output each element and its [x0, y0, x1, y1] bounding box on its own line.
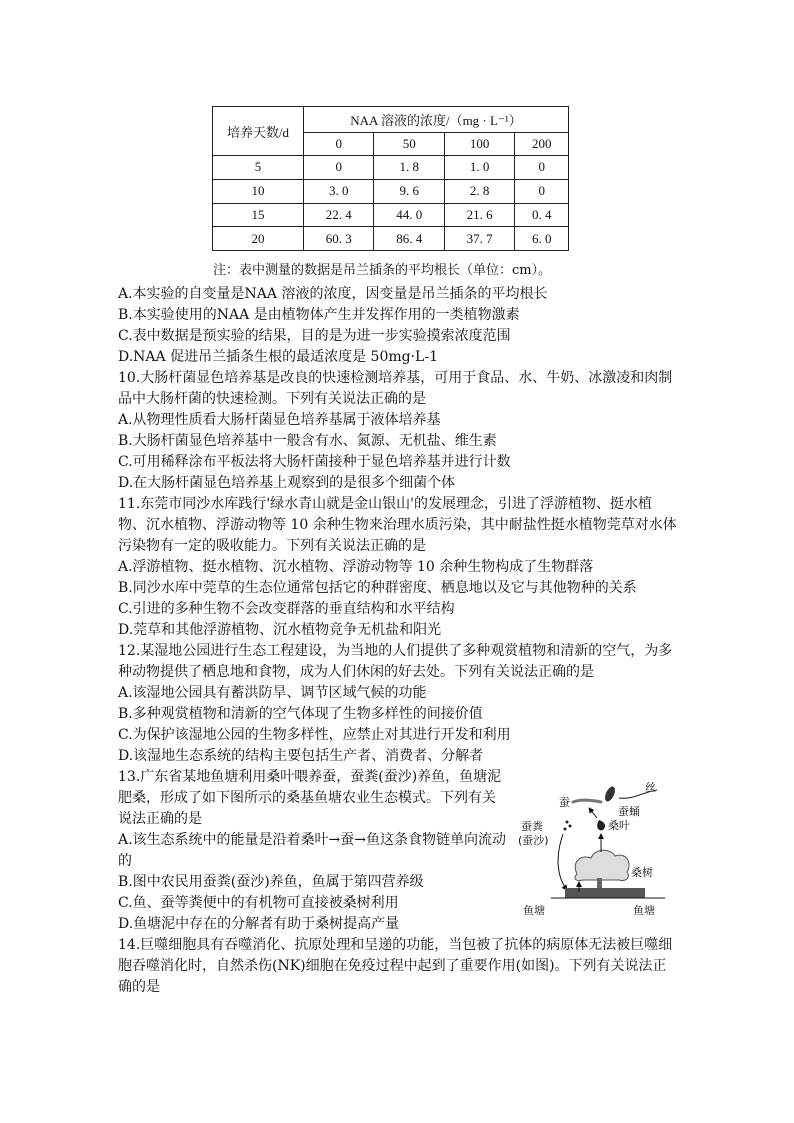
- q11-stem: 11.东莞市同沙水库践行'绿水青山就是金山银山'的发展理念，引进了浮游植物、挺水植物、沉水植物、浮游动物等 10 余种生物来治理水质污染，其中耐盐性挺水植物莞草对水体污染物有一定的吸收能力。下列有关说法正确的是: [118, 496, 677, 554]
- conc-value: 0: [304, 133, 374, 156]
- q10-option-c: C.可用稀释涂布平板法将大肠杆菌接种于显色培养基并进行计数: [118, 454, 511, 470]
- q10-option-b: B.大肠杆菌显色培养基中一般含有水、氮源、无机盐、维生素: [118, 433, 497, 449]
- label-feces-sub: (蚕沙): [518, 834, 549, 847]
- q12-option-b: B.多种观赏植物和清新的空气体现了生物多样性的间接价值: [118, 706, 483, 722]
- table-row: [213, 203, 569, 227]
- label-pond-left: 鱼塘: [523, 904, 545, 917]
- value-cell: 0: [515, 156, 569, 180]
- q14-stem: 14.巨噬细胞具有吞噬消化、抗原处理和呈递的功能，当包被了抗体的病原体无法被巨噬细胞吞噬消化时，自然杀伤(NK)细胞在免疫过程中起到了重要作用(如图)。下列有关说法正确的是: [118, 937, 673, 995]
- header-days: 培养天数/d: [213, 107, 304, 156]
- q11-option-a: A.浮游植物、挺水植物、沉水植物、浮游动物等 10 余种生物构成了生物群落: [118, 559, 594, 575]
- label-feces: 蚕粪: [521, 820, 543, 833]
- value-cell: 2. 8: [444, 179, 514, 203]
- ecosystem-diagram-svg: [515, 782, 677, 920]
- value-cell: 3. 0: [304, 179, 374, 203]
- label-mulberry-leaf: 桑叶: [608, 819, 630, 832]
- day-cell: 20: [213, 227, 304, 251]
- label-mulberry-tree: 桑树: [631, 866, 653, 879]
- value-cell: 0: [515, 179, 569, 203]
- q12-option-d: D.该湿地生态系统的结构主要包括生产者、消费者、分解者: [118, 748, 484, 764]
- q9-option-b: B.本实验使用的NAA 是由植物体产生并发挥作用的一类植物激素: [118, 307, 520, 323]
- cocoon-icon: [603, 785, 617, 803]
- value-cell: 0: [304, 156, 374, 180]
- dike: [565, 888, 645, 898]
- label-pond-right: 鱼塘: [633, 904, 655, 917]
- q9-option-a: A.本实验的自变量是NAA 溶液的浓度，因变量是吊兰插条的平均根长: [118, 286, 548, 302]
- q12-option-a: A.该湿地公园具有蓄洪防旱、调节区域气候的功能: [118, 685, 427, 701]
- q11-option-b: B.同沙水库中莞草的生态位通常包括它的种群密度、栖息地以及它与其他物种的关系: [118, 580, 637, 596]
- value-cell: 0. 4: [515, 203, 569, 227]
- table-row: [213, 227, 569, 251]
- value-cell: 86. 4: [374, 227, 444, 251]
- q10-option-d: D.在大肠杆菌显色培养基上观察到的是很多个细菌个体: [118, 475, 456, 491]
- mulberry-tree-icon: [575, 850, 629, 880]
- silkworm-icon: [573, 800, 601, 802]
- value-cell: 37. 7: [444, 227, 514, 251]
- value-cell: 1. 0: [444, 156, 514, 180]
- q10-option-a: A.从物理性质看大肠杆菌显色培养基属于液体培养基: [118, 412, 441, 428]
- label-pupa: 蚕蛹: [618, 805, 640, 818]
- day-cell: 15: [213, 203, 304, 227]
- mulberry-leaf-icon: [597, 820, 605, 830]
- day-cell: 5: [213, 156, 304, 180]
- q13-stem: 13.广东省某地鱼塘利用桑叶喂养蚕，蚕粪(蚕沙)养鱼，鱼塘泥肥桑，形成了如下图所示的桑基鱼塘农业生态模式。下列有关说法正确的是: [118, 769, 502, 827]
- q9-option-c: C.表中数据是预实验的结果，目的是为进一步实验摸索浓度范围: [118, 328, 511, 344]
- label-silk: 丝: [645, 782, 656, 794]
- label-silkworm: 蚕: [559, 796, 570, 809]
- table-row: [213, 156, 569, 180]
- conc-value: 200: [515, 133, 569, 156]
- mulberry-fishpond-diagram: [515, 782, 677, 920]
- header-concentration: NAA 溶液的浓度/（mg · L⁻¹）: [304, 107, 569, 133]
- q10-stem: 10.大肠杆菌显色培养基是改良的快速检测培养基，可用于食品、水、牛奶、冰激凌和肉制品中大肠杆菌的快速检测。下列有关说法正确的是: [118, 370, 673, 407]
- table-row: [213, 179, 569, 203]
- value-cell: 22. 4: [304, 203, 374, 227]
- q11-option-c: C.引进的多种生物不会改变群落的垂直结构和水平结构: [118, 601, 455, 617]
- naa-data-table: [212, 106, 569, 251]
- q12-option-c: C.为保护该湿地公园的生物多样性，应禁止对其进行开发和利用: [118, 727, 511, 743]
- day-cell: 10: [213, 179, 304, 203]
- value-cell: 9. 6: [374, 179, 444, 203]
- q13-option-c: C.鱼、蚕等粪便中的有机物可直接被桑树利用: [118, 895, 399, 911]
- value-cell: 6. 0: [515, 227, 569, 251]
- value-cell: 60. 3: [304, 227, 374, 251]
- value-cell: 1. 8: [374, 156, 444, 180]
- q13-option-d: D.鱼塘泥中存在的分解者有助于桑树提高产量: [118, 916, 400, 932]
- q13-option-b: B.图中农民用蚕粪(蚕沙)养鱼，鱼属于第四营养级: [118, 874, 424, 890]
- conc-value: 50: [374, 133, 444, 156]
- value-cell: 21. 6: [444, 203, 514, 227]
- q9-option-d: D.NAA 促进吊兰插条生根的最适浓度是 50mg·L-1: [118, 349, 438, 365]
- q13-option-a: A.该生态系统中的能量是沿着桑叶→蚕→鱼这条食物链单向流动的: [118, 832, 507, 869]
- value-cell: 44. 0: [374, 203, 444, 227]
- conc-value: 100: [444, 133, 514, 156]
- table-note: 注：表中测量的数据是吊兰插条的平均根长（单位：cm）。: [213, 263, 552, 278]
- q11-option-d: D.莞草和其他浮游植物、沉水植物竞争无机盐和阳光: [118, 622, 442, 638]
- q12-stem: 12.某湿地公园进行生态工程建设，为当地的人们提供了多种观赏植物和清新的空气，为多种动物提供了栖息地和食物，成为人们休闲的好去处。下列有关说法正确的是: [118, 643, 673, 680]
